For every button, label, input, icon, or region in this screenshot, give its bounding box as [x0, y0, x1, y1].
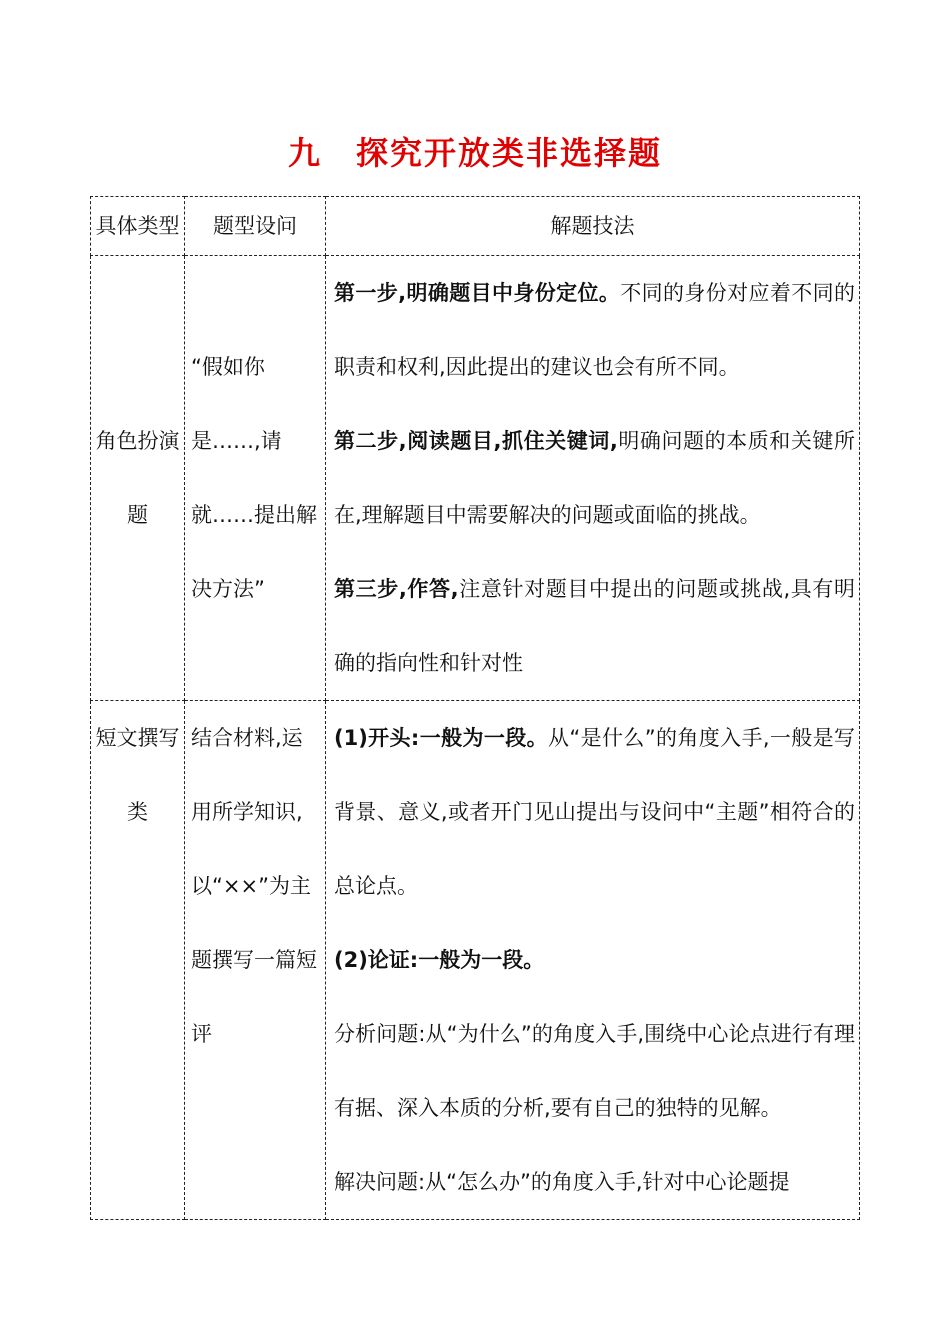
method-step	[334, 404, 855, 552]
header-type: 具体类型	[91, 197, 185, 256]
table-row	[91, 701, 860, 1220]
page-title	[0, 128, 950, 174]
step-text: 明确问题的本质和关键所在,理解题目中需要解决的问题或面临的挑战。	[334, 429, 855, 527]
row-method	[326, 701, 860, 1220]
step-heading: (2)论证:一般为一段。	[334, 948, 545, 972]
row-type: 角色扮演题	[91, 256, 185, 701]
header-method: 解题技法	[326, 197, 860, 256]
title-text: 探究开放类非选择题	[356, 134, 663, 172]
title-number: 九	[287, 134, 322, 172]
step-text: 从“是什么”的角度入手,一般是写背景、意义,或者开门见山提出与设问中“主题”相符合的总论点。	[334, 726, 855, 898]
row-question: “假如你是……,请就……提出解决方法”	[185, 256, 326, 701]
step-text: 注意针对题目中提出的问题或挑战,具有明确的指向性和针对性	[334, 577, 855, 675]
step-text: 分析问题:从“为什么”的角度入手,围绕中心论点进行有理有据、深入本质的分析,要有自己的独特的见解。	[334, 1022, 855, 1120]
step-text: 不同的身份对应着不同的职责和权利,因此提出的建议也会有所不同。	[334, 281, 856, 379]
step-heading: 第二步,阅读题目,抓住关键词,	[334, 429, 618, 453]
methods-table	[90, 196, 860, 1220]
step-heading: (1)开头:一般为一段。	[334, 726, 548, 750]
method-step	[334, 256, 855, 404]
method-step	[334, 997, 855, 1145]
step-text: 解决问题:从“怎么办”的角度入手,针对中心论题提	[334, 1170, 790, 1194]
method-step	[334, 701, 855, 923]
row-type: 短文撰写类	[91, 701, 185, 1220]
method-step	[334, 1145, 855, 1219]
table-row	[91, 256, 860, 701]
step-heading: 第一步,明确题目中身份定位。	[334, 281, 621, 305]
step-heading: 第三步,作答,	[334, 577, 459, 601]
header-question: 题型设问	[185, 197, 326, 256]
row-method	[326, 256, 860, 701]
row-question: 结合材料,运用所学知识,以“××”为主题撰写一篇短评	[185, 701, 326, 1220]
table-header-row	[91, 197, 860, 256]
method-step	[334, 552, 855, 700]
method-step	[334, 923, 855, 997]
